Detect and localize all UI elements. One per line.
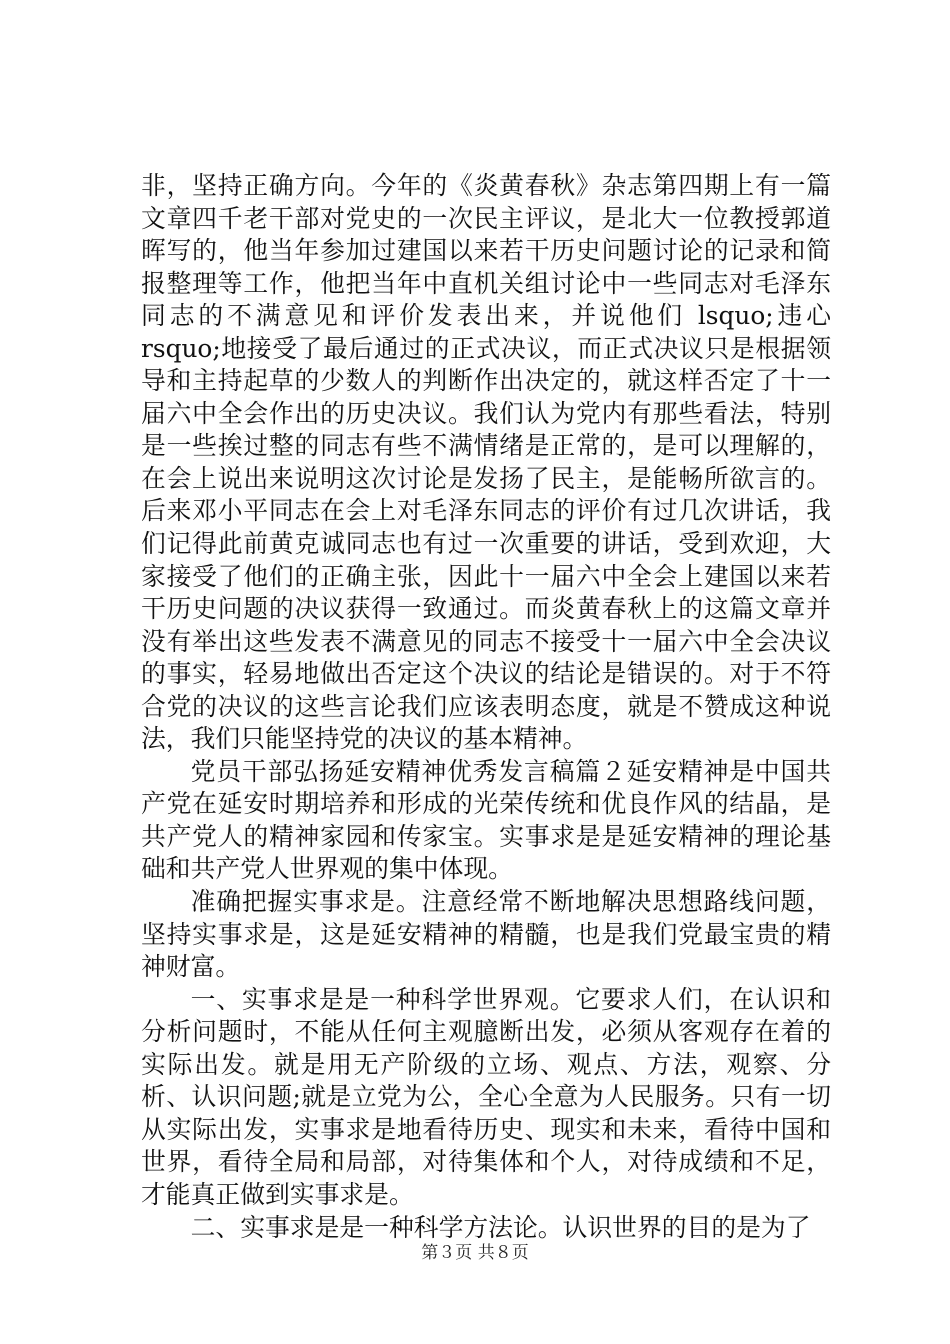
paragraph-4: 一、实事求是是一种科学世界观。它要求人们，在认识和分析问题时，不能从任何主观臆断出发，必须从客观存在着的实际出发。就是用无产阶级的立场、观点、方法，观察、分析、认识问题;就是立党为公，全心全意为人民服务。只有一切从实际出发，实事求是地看待历史、现实和未来，看待中国和世界，看待全局和局部，对待集体和个人，对待成绩和不足，才能真正做到实事求是。 — [141, 984, 831, 1209]
page-number-footer: 第３页 共８页 — [421, 1243, 529, 1263]
paragraph-5: 二、实事求是是一种科学方法论。认识世界的目的是为了 — [190, 1212, 811, 1242]
paragraph-2: 党员干部弘扬延安精神优秀发言稿篇２延安精神是中国共产党在延安时期培养和形成的光荣传统和优良作风的结晶，是共产党人的精神家园和传家宝。实事求是是延安精神的理论基础和共产党人世界观的集中体现。 — [141, 756, 831, 884]
document-body — [141, 170, 831, 1244]
paragraph-3: 准确把握实事求是。注意经常不断地解决思想路线问题，坚持实事求是，这是延安精神的精髓，也是我们党最宝贵的精神财富。 — [141, 887, 831, 982]
paragraph-1: 非，坚持正确方向。今年的《炎黄春秋》杂志第四期上有一篇文章四千老干部对党史的一次民主评议，是北大一位教授郭道晖写的，他当年参加过建国以来若干历史问题讨论的记录和简报整理等工作，他把当年中直机关组讨论中一些同志对毛泽东同志的不满意见和评价发表出来，并说他们 lsquo;违心 rsquo;地接受了最后通过的正式决议，而正式决议只是根据领导和主持起草的少数人的判断作出决定的，就这样否定了十一届六中全会作出的历史决议。我们认为党内有那些看法，特别是一些挨过整的同志有些不满情绪是正常的，是可以理解的，在会上说出来说明这次讨论是发扬了民主，是能畅所欲言的。后来邓小平同志在会上对毛泽东同志的评价有过几次讲话，我们记得此前黄克诚同志也有过一次重要的讲话，受到欢迎，大家接受了他们的正确主张，因此十一届六中全会上建国以来若干历史问题的决议获得一致通过。而炎黄春秋上的这篇文章并没有举出这些发表不满意见的同志不接受十一届六中全会决议的事实，轻易地做出否定这个决议的结论是错误的。对于不符合党的决议的这些言论我们应该表明态度，就是不赞成这种说法，我们只能坚持党的决议的基本精神。 — [141, 171, 831, 754]
